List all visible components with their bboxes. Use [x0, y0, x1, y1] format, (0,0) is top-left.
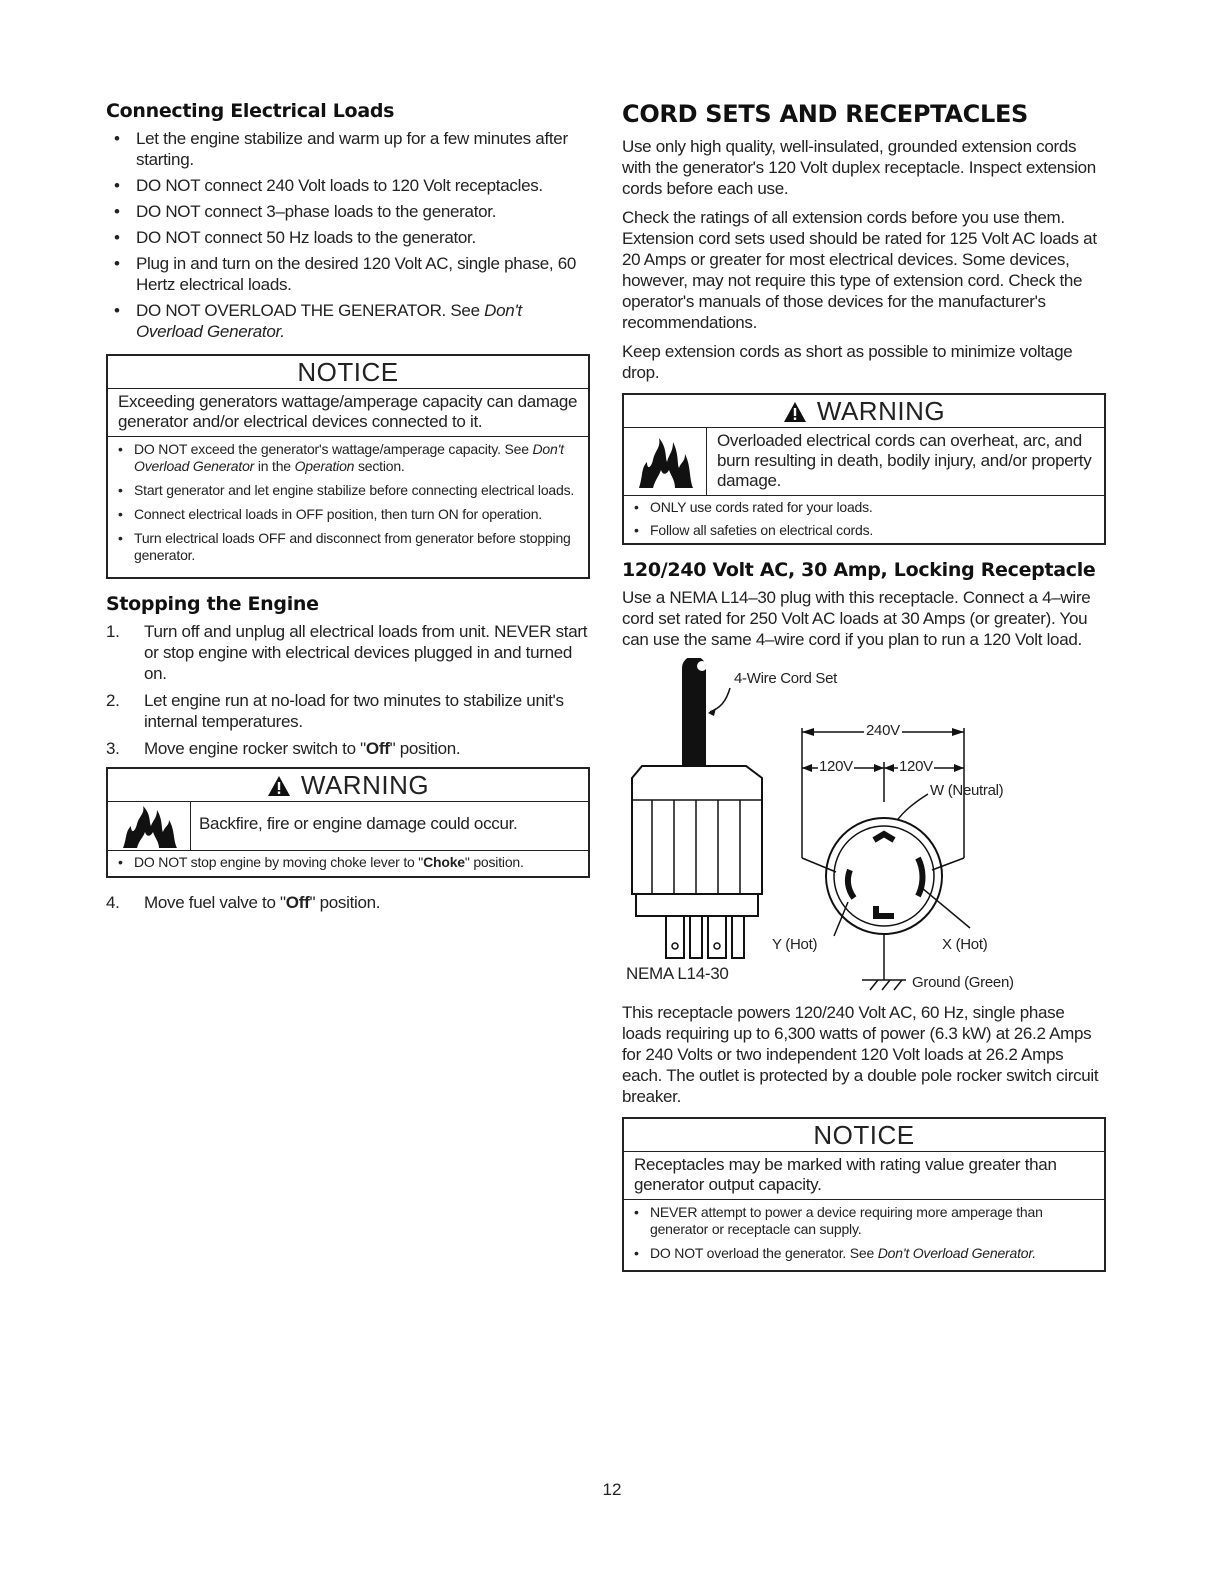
list-item [632, 1245, 1096, 1262]
notice-message: Receptacles may be marked with rating value greater than generator output capacity. [624, 1152, 1104, 1200]
connecting-loads-list [106, 128, 590, 342]
warning-header [108, 769, 588, 802]
step-text: " position. [309, 893, 381, 912]
cord-graphic [682, 668, 706, 768]
warning-message: Backfire, fire or engine damage could occur. [199, 814, 518, 833]
dont-overload-link[interactable]: Don't Overload Generator. [877, 1245, 1037, 1261]
paragraph: Check the ratings of all extension cords before you use them. Extension cord sets used should be rated for 125 Volt AC loads at 20 Amps or greater for most electrical devices. Some devices, however, may not require this type of extension cord. Check the operator's manuals of those devices for the manufacturer's recommendations. [622, 208, 1097, 332]
stopping-engine-heading: Stopping the Engine [106, 593, 319, 615]
dont-overload-ref: Don't Overload Generator [134, 441, 564, 474]
warning-triangle-icon [783, 401, 807, 423]
list-item: • ONLY use cords rated for your loads. [632, 499, 1096, 516]
step-number: 3. [106, 739, 120, 758]
list-item-text: DO NOT OVERLOAD THE GENERATOR. See [136, 301, 485, 320]
notice-header: NOTICE [624, 1119, 1104, 1152]
notice-box [622, 1117, 1106, 1272]
list-item-text: DO NOT exceed the generator's wattage/amperage capacity. See [134, 441, 533, 457]
warning-header-text: WARNING [300, 770, 430, 800]
list-item: • Connect electrical loads in OFF position, then turn ON for operation. [116, 506, 580, 523]
list-item: • DO NOT connect 240 Volt loads to 120 Volt receptacles. [106, 175, 590, 196]
step-number: 1. [106, 622, 120, 641]
list-item: • Follow all safeties on electrical cords. [632, 522, 1096, 539]
fire-hazard-icon [108, 802, 191, 850]
notice-list [108, 437, 588, 577]
warning-row [108, 802, 588, 851]
step-text: Move engine rocker switch to " [144, 739, 366, 758]
list-item [106, 892, 590, 913]
locking-receptacle-heading: 120/240 Volt AC, 30 Amp, Locking Receptacle [622, 559, 1096, 581]
prong [708, 916, 726, 958]
notice-header: NOTICE [108, 356, 588, 389]
nema-label: NEMA L14-30 [626, 964, 729, 983]
list-item [106, 738, 590, 759]
notice-message: Exceeding generators wattage/amperage capacity can damage generator and/or electrical devices connected to it. [108, 389, 588, 437]
list-item-text: DO NOT stop engine by moving choke lever to " [134, 854, 424, 870]
page-number: 12 [602, 1480, 622, 1499]
list-item: • Start generator and let engine stabilize before connecting electrical loads. [116, 482, 580, 499]
warning-header-text: WARNING [816, 396, 946, 426]
ground-label: Ground (Green) [912, 974, 1014, 991]
list-item-text: " position. [464, 854, 524, 870]
step-text: Move fuel valve to " [144, 893, 286, 912]
warning-list [624, 496, 1104, 543]
paragraph: Keep extension cords as short as possible to minimize voltage drop. [622, 342, 1073, 382]
list-item [116, 441, 580, 475]
list-item-text: in the [254, 458, 295, 474]
right-column [622, 100, 1106, 1286]
list-item [106, 690, 590, 732]
step-number: 4. [106, 893, 120, 912]
prong [666, 916, 684, 958]
left-column [106, 100, 590, 919]
warning-box [622, 393, 1106, 545]
l14-30-diagram [622, 658, 1106, 998]
list-item [116, 854, 580, 871]
step-number: 2. [106, 691, 120, 710]
list-item: • DO NOT connect 3–phase loads to the generator. [106, 201, 590, 222]
dont-overload-link[interactable]: Don't Overload Generator. [136, 301, 522, 341]
operation-ref: Operation [294, 458, 355, 474]
connecting-loads-heading: Connecting Electrical Loads [106, 100, 395, 122]
120v-label-b: 120V [899, 758, 933, 775]
list-item: • Plug in and turn on the desired 120 Volt AC, single phase, 60 Hertz electrical loads. [106, 253, 590, 295]
prong [732, 916, 744, 958]
list-item [106, 621, 590, 684]
stopping-steps-continued [106, 892, 590, 913]
warning-triangle-icon [267, 775, 291, 797]
plug-receptacle-illustration [622, 658, 1106, 998]
notice-list [624, 1200, 1104, 1270]
neutral-label: W (Neutral) [930, 782, 1004, 799]
list-item: • DO NOT connect 50 Hz loads to the generator. [106, 227, 590, 248]
240v-label: 240V [866, 722, 900, 739]
120v-label-a: 120V [819, 758, 853, 775]
warning-list [108, 851, 588, 876]
warning-row [624, 428, 1104, 496]
list-item [106, 300, 590, 342]
warning-header [624, 395, 1104, 428]
warning-message: Overloaded electrical cords can overheat, arc, and burn resulting in death, bodily injury, and/or property damage. [717, 431, 1092, 490]
paragraph: Use only high quality, well-insulated, grounded extension cords with the generator's 120 Volt duplex receptacle. Inspect extension cords before each use. [622, 137, 1096, 198]
list-item: • NEVER attempt to power a device requiring more amperage than generator or receptacle can supply. [632, 1204, 1096, 1238]
step-text: Turn off and unplug all electrical loads from unit. NEVER start or stop engine with electrical devices plugged in and turned on. [144, 622, 588, 683]
paragraph: Use a NEMA L14–30 plug with this receptacle. Connect a 4–wire cord set rated for 250 Volt AC loads at 30 Amps (or greater). You can use the same 4–wire cord if you plan to run a 120 Volt load. [622, 588, 1091, 649]
cord-sets-heading: CORD SETS AND RECEPTACLES [622, 100, 1029, 128]
hot-y-label: Y (Hot) [772, 936, 818, 953]
paragraph: This receptacle powers 120/240 Volt AC, 60 Hz, single phase loads requiring up to 6,300 watts of power (6.3 kW) at 26.2 Amps for 240 Volts or two independent 120 Volt loads at 26.2 Amps each. The outlet is protected by a double pole rocker switch circuit breaker. [622, 1003, 1099, 1106]
list-item-bold: Choke [423, 854, 465, 870]
cord-set-label: 4-Wire Cord Set [734, 670, 838, 687]
list-item: • Turn electrical loads OFF and disconnect from generator before stopping generator. [116, 530, 580, 564]
list-item: • Let the engine stabilize and warm up for a few minutes after starting. [106, 128, 590, 170]
step-text: " position. [389, 739, 461, 758]
step-bold: Off [365, 739, 390, 758]
hot-x-label: X (Hot) [942, 936, 988, 953]
prong [690, 916, 702, 958]
step-text: Let engine run at no-load for two minutes to stabilize unit's internal temperatures. [144, 691, 564, 731]
list-item-text: section. [354, 458, 405, 474]
warning-box [106, 767, 590, 878]
fire-hazard-icon [624, 428, 707, 495]
notice-box [106, 354, 590, 579]
stopping-steps [106, 621, 590, 759]
list-item-text: DO NOT overload the generator. See [650, 1245, 878, 1261]
step-bold: Off [285, 893, 310, 912]
